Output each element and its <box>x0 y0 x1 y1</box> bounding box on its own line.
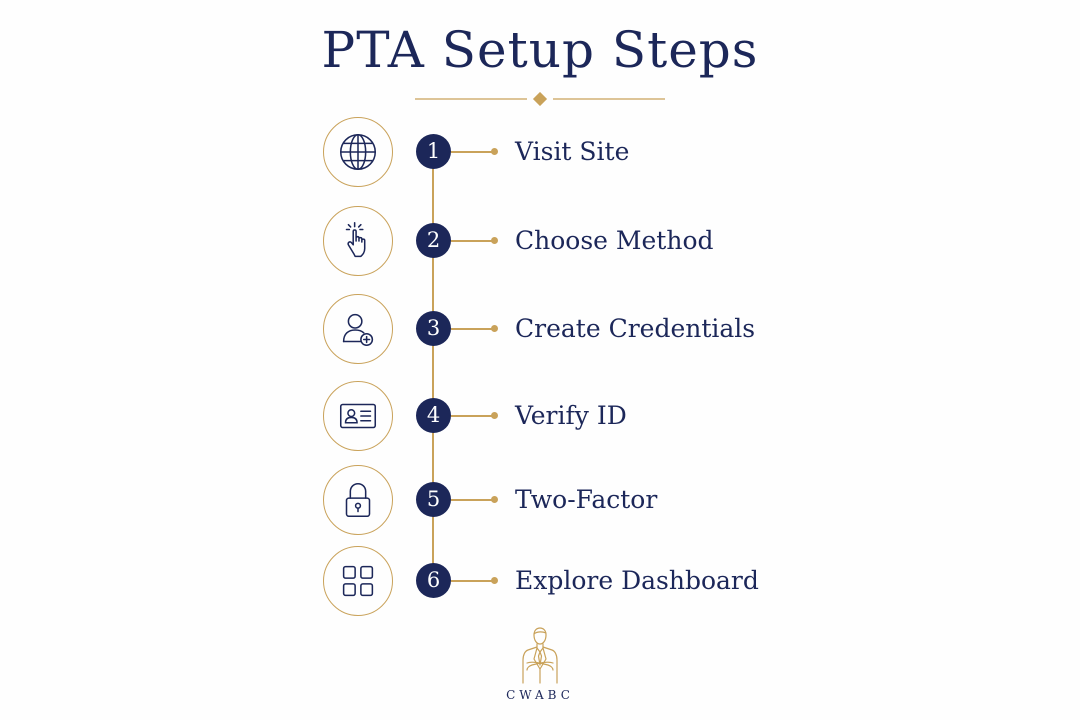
connector-dot <box>491 237 498 244</box>
step-label: Two-Factor <box>515 485 658 514</box>
dashboard-grid-icon <box>335 558 381 604</box>
step-icon-circle <box>323 546 393 616</box>
step-icon-circle <box>323 206 393 276</box>
title-divider <box>415 92 665 106</box>
step-number-badge: 1 <box>416 134 451 169</box>
id-card-icon <box>335 393 381 439</box>
connector-dot <box>491 496 498 503</box>
step-label: Choose Method <box>515 226 714 255</box>
step-label: Explore Dashboard <box>515 566 759 595</box>
step-4 <box>0 381 1080 455</box>
step-1 <box>0 117 1080 191</box>
businessman-logo <box>510 625 570 685</box>
user-add-icon <box>335 306 381 352</box>
brand-name: CWABC <box>506 688 574 702</box>
step-number-badge: 4 <box>416 398 451 433</box>
step-number-badge: 2 <box>416 223 451 258</box>
connector-dot <box>491 412 498 419</box>
step-3 <box>0 294 1080 368</box>
step-connector <box>451 499 493 501</box>
globe-icon <box>335 129 381 175</box>
step-number-badge: 6 <box>416 563 451 598</box>
connector-dot <box>491 325 498 332</box>
connector-dot <box>491 148 498 155</box>
padlock-icon <box>335 477 381 523</box>
page-title: PTA Setup Steps <box>321 21 759 79</box>
step-5 <box>0 465 1080 539</box>
step-icon-circle <box>323 294 393 364</box>
step-label: Create Credentials <box>515 314 756 343</box>
step-connector <box>451 151 493 153</box>
step-icon-circle <box>323 117 393 187</box>
step-connector <box>451 580 493 582</box>
step-label: Verify ID <box>515 401 627 430</box>
step-2 <box>0 206 1080 280</box>
step-connector <box>451 240 493 242</box>
step-icon-circle <box>323 381 393 451</box>
pointer-click-icon <box>335 218 381 264</box>
step-6 <box>0 546 1080 620</box>
step-number-badge: 3 <box>416 311 451 346</box>
connector-dot <box>491 577 498 584</box>
step-icon-circle <box>323 465 393 535</box>
step-label: Visit Site <box>515 137 630 166</box>
step-connector <box>451 328 493 330</box>
step-connector <box>451 415 493 417</box>
step-number-badge: 5 <box>416 482 451 517</box>
